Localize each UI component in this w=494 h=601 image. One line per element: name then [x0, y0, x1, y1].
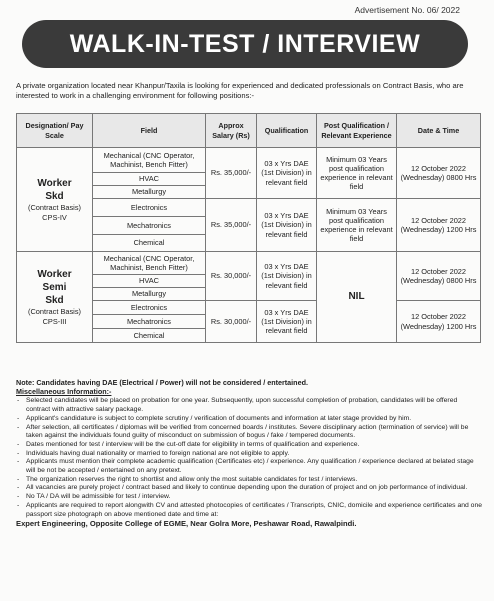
date-time-cell: 12 October 2022 (Wednesday) 0800 Hrs [397, 252, 481, 301]
qualification-cell: 03 x Yrs DAE (1st Division) in relevant field [257, 148, 317, 199]
list-item: - No TA / DA will be admissible for test / interview. [24, 493, 482, 502]
list-item: - After selection, all certificates / diplomas will be verified from concerned boards / institutes. Severe disciplinary action (termination of service) will be taken against the individuals found guilty of misconduct on submission of bogus / fake / tempered documents. [24, 424, 482, 441]
salary-cell: Rs. 30,000/- [206, 301, 257, 343]
list-item: - All vacancies are purely project / contract based and likely to continue depending upon the duration of project and on job performance of individual. [24, 484, 482, 493]
salary-cell: Rs. 30,000/- [206, 252, 257, 301]
header-field: Field [93, 114, 206, 148]
header-designation: Designation/ Pay Scale [17, 114, 93, 148]
field-cell: Mechanical (CNC Operator, Machinist, Bench Fitter) [93, 148, 206, 173]
header-qualification: Qualification [257, 114, 317, 148]
address-text: Expert Engineering, Opposite College of EGME, Near Golra More, Peshawar Road, Rawalpindi. [16, 519, 357, 529]
designation-worker-skd [17, 148, 93, 252]
designation-basis: (Contract Basis) [28, 202, 81, 212]
list-item: - Individuals having dual nationality or married to foreign national are not eligible to apply. [24, 450, 482, 459]
table-row [17, 148, 481, 173]
list-item: - Selected candidates will be placed on probation for one year. Subsequently, upon successful completion of probation, candidates will be offered contract with attractive salary package. [24, 397, 482, 414]
designation-basis: (Contract Basis) [28, 306, 81, 316]
qualification-cell: 03 x Yrs DAE (1st Division) in relevant field [257, 252, 317, 301]
field-cell: Electronics [93, 301, 206, 315]
salary-cell: Rs. 35,000/- [206, 199, 257, 252]
designation-title: Skd [45, 294, 64, 306]
intro-paragraph: A private organization located near Khanpur/Taxila is looking for experienced and dedicated professionals on Contract Basis, who are interested to work in a challenging environment for following positions:- [16, 81, 464, 100]
field-cell: Metallurgy [93, 186, 206, 199]
designation-title: Worker [37, 177, 72, 189]
misc-heading: Miscellaneous Information:- [16, 386, 112, 396]
header-date-time: Date & Time [397, 114, 481, 148]
designation-title: Semi [42, 281, 67, 293]
field-cell: Mechanical (CNC Operator, Machinist, Bench Fitter) [93, 252, 206, 275]
designation-scale: CPS-III [42, 316, 67, 326]
date-time-cell: 12 October 2022 (Wednesday) 0800 Hrs [397, 148, 481, 199]
field-cell: Mechatronics [93, 315, 206, 329]
banner-title: WALK-IN-TEST / INTERVIEW [22, 20, 468, 68]
date-time-cell: 12 October 2022 (Wednesday) 1200 Hrs [397, 301, 481, 343]
qualification-cell: 03 x Yrs DAE (1st Division) in relevant field [257, 301, 317, 343]
designation-worker-semi-skd [17, 252, 93, 343]
table-row [17, 252, 481, 275]
field-cell: Chemical [93, 235, 206, 252]
misc-list [16, 397, 482, 519]
note-text: Note: Candidates having DAE (Electrical / Power) will not be considered / entertained. [16, 378, 308, 387]
field-cell: Mechatronics [93, 217, 206, 235]
notes-section [16, 379, 482, 529]
designation-scale: CPS-IV [42, 212, 67, 222]
advertisement-number: Advertisement No. 06/ 2022 [354, 5, 460, 15]
field-cell: Metallurgy [93, 288, 206, 301]
field-cell: HVAC [93, 275, 206, 288]
date-time-cell: 12 October 2022 (Wednesday) 1200 Hrs [397, 199, 481, 252]
list-item: - Applicants are required to report alongwith CV and attested photocopies of certificates / Transcripts, CNIC, domicile and experience certificates and one passport size photograph on above mentioned date and time at: [24, 502, 482, 519]
designation-title: Skd [45, 190, 64, 202]
designation-title: Worker [37, 268, 72, 280]
experience-cell: NIL [317, 252, 397, 343]
list-item: - Applicants must mention their complete academic qualification (Certificates etc) / experience. Any qualification / experience declared at belated stage will be not be accepted / entertained on any pretext. [24, 458, 482, 475]
field-cell: Chemical [93, 329, 206, 343]
field-cell: HVAC [93, 173, 206, 186]
qualification-cell: 03 x Yrs DAE (1st Division) in relevant field [257, 199, 317, 252]
list-item: - Dates mentioned for test / interview will be the cut-off date for eligibility in terms of qualification and experience. [24, 441, 482, 450]
experience-cell: Minimum 03 Years post qualification experience in relevant field [317, 148, 397, 199]
positions-table [16, 113, 481, 343]
header-post-qualification: Post Qualification / Relevant Experience [317, 114, 397, 148]
header-salary: Approx Salary (Rs) [206, 114, 257, 148]
salary-cell: Rs. 35,000/- [206, 148, 257, 199]
list-item: - The organization reserves the right to shortlist and allow only the most suitable candidates for test / interviews. [24, 476, 482, 485]
list-item: - Applicant's candidature is subject to complete scrutiny / verification of documents and information at later stage provided by him. [24, 415, 482, 424]
field-cell: Electronics [93, 199, 206, 217]
experience-cell: Minimum 03 Years post qualification experience in relevant field [317, 199, 397, 252]
table-header-row [17, 114, 481, 148]
